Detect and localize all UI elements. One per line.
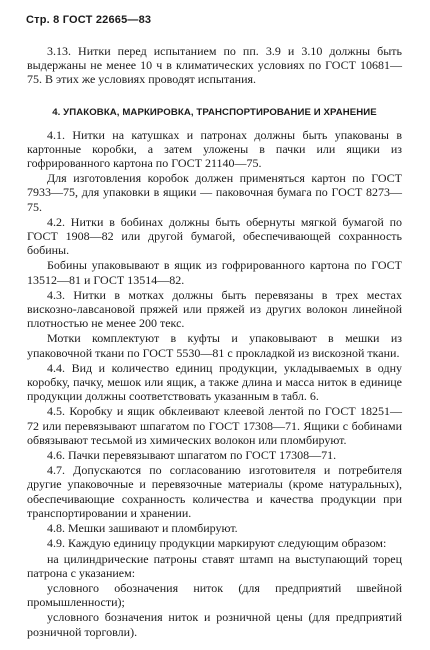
paragraph-4-7: 4.7. Допускаются по согласованию изготовителя и потребителя другие упаковочные и перевязочные материалы (кроме натуральных), обеспечивающие сохранность количества и качества продукции при транспортировании и хранении. bbox=[27, 463, 402, 520]
paragraph-4-8: 4.8. Мешки зашивают и пломбируют. bbox=[47, 521, 238, 536]
page-header: Стр. 8 ГОСТ 22665—83 bbox=[26, 14, 152, 26]
paragraph-4-9-item-2: условного обозначения ниток (для предприятий швейной промышленности); bbox=[27, 580, 402, 610]
paragraph-4-6: 4.6. Пачки перевязывают шпагатом по ГОСТ 17308—71. bbox=[47, 448, 337, 463]
paragraph-4-9-item-3: условного бозначения ниток и розничной цены (для предприятий розничной торговли). bbox=[27, 610, 402, 639]
paragraph-4-2: 4.2. Нитки в бобинах должны быть обернуты мягкой бумагой по ГОСТ 1908—82 или другой бумагой, обеспечивающей сохранность бобины. bbox=[27, 214, 402, 258]
paragraph-4-3-cont: Мотки комплектуют в куфты и упаковывают в мешки из упаковочной ткани по ГОСТ 5530—81 с прокладкой из вискозной ткани. bbox=[27, 331, 402, 360]
paragraph-3-13: 3.13. Нитки перед испытанием по пп. 3.9 и 3.10 должны быть выдержаны не менее 10 ч в климатических условиях по ГОСТ 10681—75. В этих же условиях проводят испытания. bbox=[27, 44, 402, 87]
paragraph-4-4: 4.4. Вид и количество единиц продукции, укладываемых в одну коробку, пачку, мешок или ящик, а также длина и масса ниток в единице продукции должны соответствовать указанным в табл. 6. bbox=[27, 360, 402, 404]
paragraph-4-1-cont: Для изготовления коробок должен применяться картон по ГОСТ 7933—75, для упаковки в ящики — паковочная бумага по ГОСТ 8273—75. bbox=[27, 171, 402, 214]
paragraph-4-9: 4.9. Каждую единицу продукции маркируют следующим образом: bbox=[47, 536, 387, 551]
paragraph-4-3: 4.3. Нитки в мотках должны быть перевязаны в трех местах вискозно-лавсановой пряжей или пряжей из других волокон линейной плотностью не менее 200 текс. bbox=[27, 287, 402, 331]
paragraph-4-5: 4.5. Коробку и ящик обклеивают клеевой лентой по ГОСТ 18251—72 или перевязывают шпагатом по ГОСТ 17308—71. Ящики с бобинами обвязывают тесьмой из химических волокон или пломбируют. bbox=[27, 404, 402, 447]
paragraph-4-1: 4.1. Нитки на катушках и патронах должны быть упакованы в картонные коробки, а затем уложены в пачки или ящики из гофрированного картона по ГОСТ 21140—75. bbox=[27, 127, 402, 171]
section-title: 4. УПАКОВКА, МАРКИРОВКА, ТРАНСПОРТИРОВАНИЕ И ХРАНЕНИЕ bbox=[52, 106, 377, 118]
paragraph-4-9-item-1: на цилиндрические патроны ставят штамп на выступающий торец патрона с указанием: bbox=[27, 551, 402, 580]
paragraph-4-2-cont: Бобины упаковывают в ящик из гофрированного картона по ГОСТ 13512—81 и ГОСТ 13514—82. bbox=[27, 258, 402, 287]
